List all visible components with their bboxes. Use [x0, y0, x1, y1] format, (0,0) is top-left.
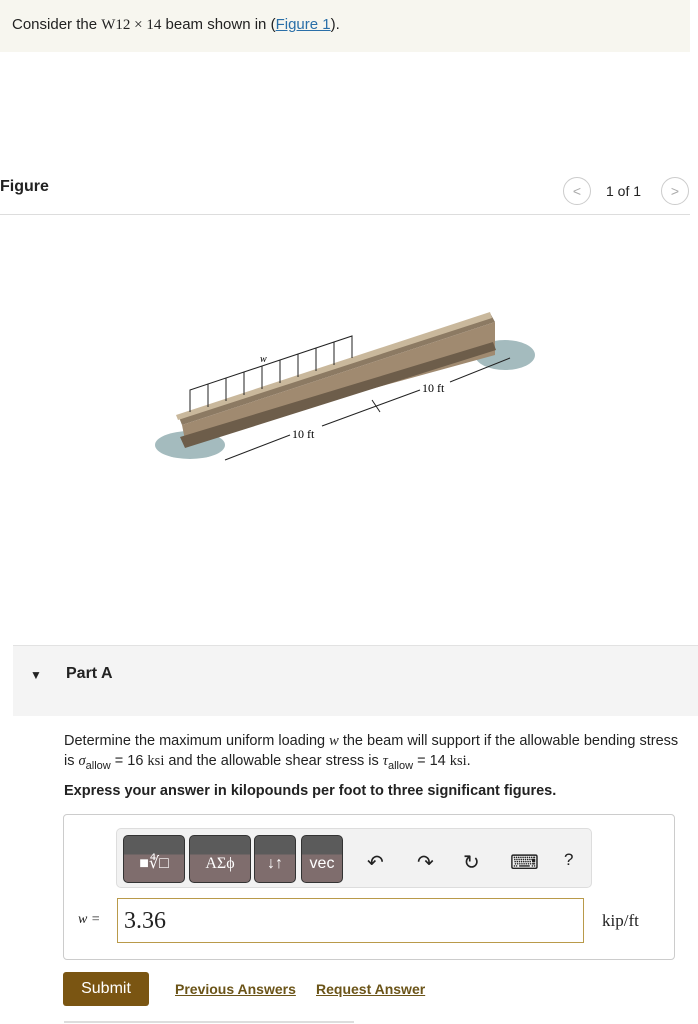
reset-icon[interactable]: ↻	[463, 852, 480, 874]
undo-icon[interactable]: ↶	[367, 852, 384, 874]
next-figure-button[interactable]: >	[661, 177, 689, 205]
collapse-triangle-icon[interactable]: ▼	[30, 668, 42, 682]
figure-link[interactable]: Figure 1	[275, 16, 331, 33]
dimension-label: 10 ft	[422, 381, 445, 395]
request-answer-link[interactable]: Request Answer	[316, 981, 426, 997]
part-a-header[interactable]	[13, 645, 698, 716]
vector-button[interactable]: vec	[301, 835, 343, 883]
prev-figure-button[interactable]: <	[563, 177, 591, 205]
unit-label: kip/ft	[602, 911, 639, 930]
figure-pager: 1 of 1	[606, 183, 642, 199]
instruction: Express your answer in kilopounds per foot to three significant figures.	[64, 783, 557, 799]
divider	[0, 214, 690, 215]
greek-button[interactable]: ΑΣϕ	[189, 835, 251, 883]
previous-answers-link[interactable]: Previous Answers	[175, 981, 296, 997]
arrows-button[interactable]: ↓↑	[254, 835, 296, 883]
beam-figure	[150, 300, 540, 480]
divider	[64, 1021, 354, 1023]
answer-input[interactable]: 3.36	[117, 898, 584, 943]
redo-icon[interactable]: ↷	[417, 852, 434, 874]
keyboard-icon[interactable]: ⌨	[510, 852, 539, 874]
load-label: w	[260, 354, 267, 365]
templates-button[interactable]: ■∜□	[123, 835, 185, 883]
help-icon[interactable]: ?	[564, 850, 574, 869]
answer-label: w =	[78, 912, 101, 927]
dimension-label: 10 ft	[292, 427, 315, 441]
problem-intro: Consider the W12 × 14 beam shown in (Figure 1).	[12, 16, 340, 33]
part-label: Part A	[66, 665, 113, 682]
submit-button[interactable]: Submit	[63, 972, 149, 1006]
figure-title: Figure	[0, 178, 49, 195]
question-text: Determine the maximum uniform loading w the beam will support if the allowable bending stress is $\sigma_{allow} = 16$ ksi and the allowable shear stress is $\tau_{allow} = 14$ ksi.	[64, 733, 679, 772]
